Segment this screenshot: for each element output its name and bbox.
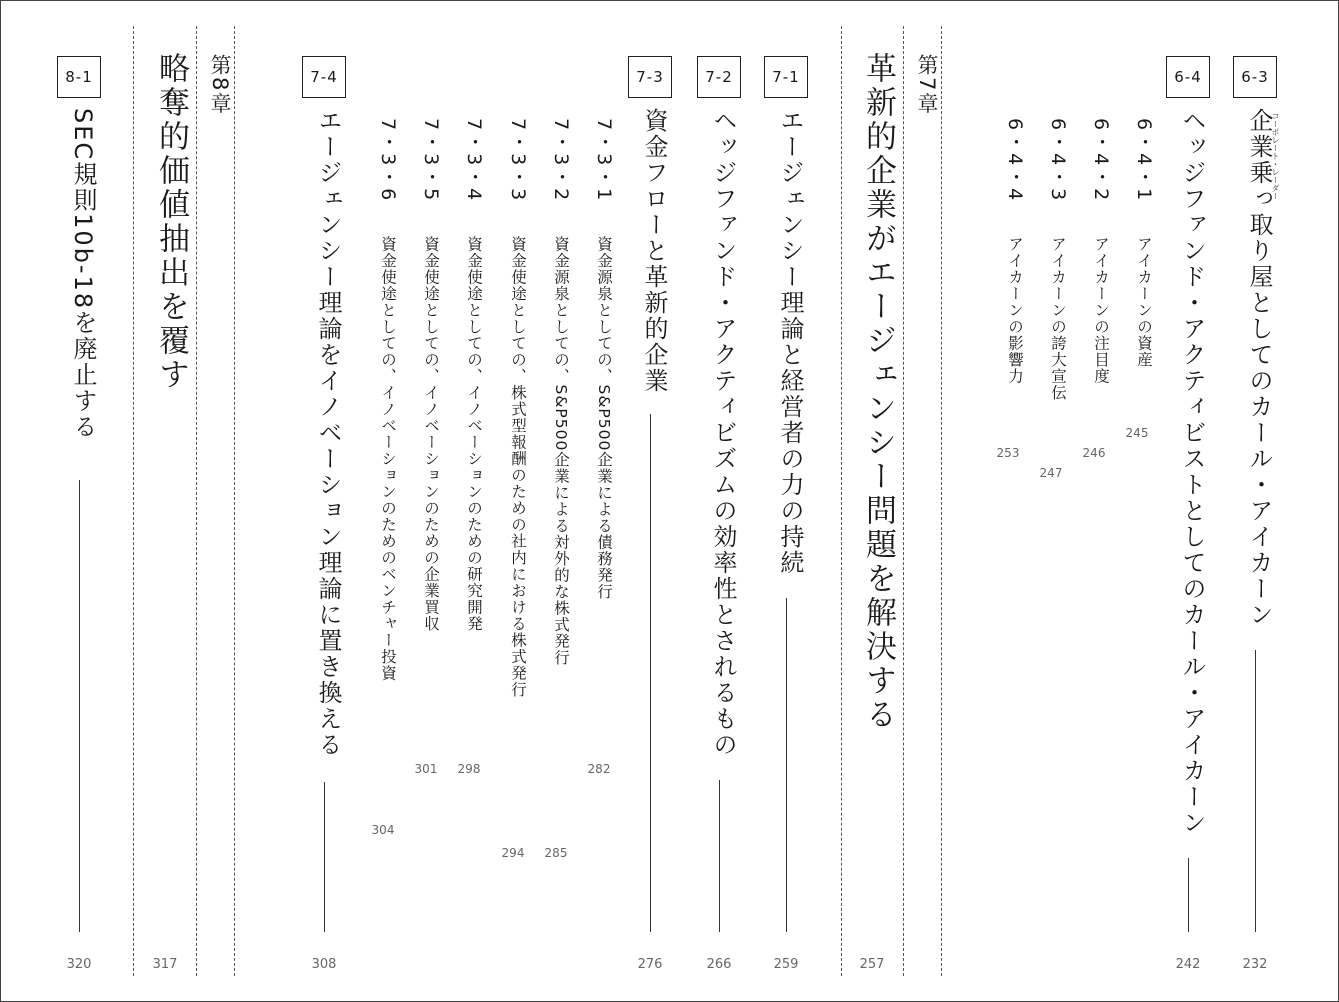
subsection-number-7-3-1: 7・3・1: [593, 118, 615, 203]
section-number-6-4: 6-4: [1166, 56, 1210, 98]
leader-line-7-1: [786, 598, 787, 932]
ruby-corporate-raider: コーポレート・レーダー: [1271, 112, 1280, 200]
section-title-7-4: エージェンシー理論をイノベーション理論に置き換える: [314, 108, 342, 758]
section-number-7-4: 7-4: [302, 56, 346, 98]
leader-line-7-4: [324, 782, 325, 932]
page-number-6-4: 242: [1175, 957, 1201, 972]
subsection-title-7-3-5: 資金使途としての、イノベーションのための企業買収: [422, 236, 440, 632]
subsection-number-7-3-5: 7・3・5: [420, 118, 442, 203]
page-number-7-3-2: 285: [544, 846, 568, 860]
section-title-6-3: 企業乗っ取り屋としてのカール・アイカーン: [1245, 108, 1273, 628]
chapter-divider: [133, 26, 134, 976]
section-number-7-2: 7-2: [697, 56, 741, 98]
page-number-6-4-4: 253: [996, 446, 1020, 460]
chapter-7-label: 第7章: [915, 54, 939, 116]
page-number-7-3-3: 294: [501, 846, 525, 860]
subsection-number-7-3-2: 7・3・2: [550, 118, 572, 203]
section-title-7-3: 資金フローと革新的企業: [640, 108, 668, 394]
page-number-7-4: 308: [311, 957, 337, 972]
subsection-title-6-4-3: アイカーンの誇大宣伝: [1049, 236, 1067, 401]
leader-line-6-3: [1255, 650, 1256, 932]
page-number-6-4-2: 246: [1082, 446, 1106, 460]
subsection-title-7-3-6: 資金使途としての、イノベーションのためのベンチャー投資: [379, 236, 397, 682]
subsection-number-6-4-2: 6・4・2: [1090, 118, 1112, 203]
subsection-number-7-3-3: 7・3・3: [507, 118, 529, 203]
page-number-6-4-3: 247: [1039, 466, 1063, 480]
subsection-title-6-4-1: アイカーンの資産: [1135, 236, 1153, 368]
page-number-7-3-6: 304: [371, 823, 395, 837]
subsection-title-7-3-4: 資金使途としての、イノベーションのための研究開発: [465, 236, 483, 632]
page-number-chapter-7: 257: [859, 957, 885, 972]
subsection-number-6-4-4: 6・4・4: [1004, 118, 1026, 203]
chapter-8-label: 第8章: [208, 54, 232, 116]
page-number-7-3: 276: [637, 957, 663, 972]
chapter-divider: [196, 26, 197, 976]
section-number-7-3: 7-3: [628, 56, 672, 98]
chapter-divider: [941, 26, 942, 976]
leader-line-7-2: [719, 780, 720, 932]
page-number-6-4-1: 245: [1125, 426, 1149, 440]
chapter-7-title: 革新的企業がエージェンシー問題を解決する: [860, 52, 896, 732]
page-number-chapter-8: 317: [152, 957, 178, 972]
section-number-6-3: 6-3: [1233, 56, 1277, 98]
page-number-8-1: 320: [66, 957, 92, 972]
section-title-7-1: エージェンシー理論と経営者の力の持続: [776, 108, 804, 576]
section-title-8-1: SEC規則10b‐18を廃止する: [69, 108, 97, 441]
chapter-divider: [234, 26, 235, 976]
page-number-7-2: 266: [706, 957, 732, 972]
subsection-number-6-4-1: 6・4・1: [1133, 118, 1155, 203]
subsection-title-7-3-2: 資金源泉としての、S&P500企業による対外的な株式発行: [552, 236, 570, 666]
subsection-number-6-4-3: 6・4・3: [1047, 118, 1069, 203]
subsection-number-7-3-6: 7・3・6: [377, 118, 399, 203]
subsection-title-7-3-3: 資金使途としての、株式型報酬のための社内における株式発行: [509, 236, 527, 698]
section-number-8-1: 8-1: [57, 56, 101, 98]
page-number-7-3-4: 298: [457, 762, 481, 776]
section-title-6-4: ヘッジファンド・アクティビストとしてのカール・アイカーン: [1178, 108, 1206, 836]
page-number-6-3: 232: [1242, 957, 1268, 972]
leader-line-6-4: [1188, 858, 1189, 932]
leader-line-8-1: [79, 480, 80, 932]
chapter-8-title: 略奪的価値抽出を覆す: [153, 52, 189, 392]
subsection-title-6-4-4: アイカーンの影響力: [1006, 236, 1024, 385]
section-title-7-2: ヘッジファンド・アクティビズムの効率性とされるもの: [709, 108, 737, 758]
section-number-7-1: 7-1: [764, 56, 808, 98]
chapter-divider: [841, 26, 842, 976]
page-number-7-1: 259: [773, 957, 799, 972]
subsection-title-7-3-1: 資金源泉としての、S&P500企業による債務発行: [595, 236, 613, 600]
page-number-7-3-5: 301: [414, 762, 438, 776]
subsection-number-7-3-4: 7・3・4: [463, 118, 485, 203]
page-number-7-3-1: 282: [587, 762, 611, 776]
leader-line-7-3: [650, 414, 651, 932]
subsection-title-6-4-2: アイカーンの注目度: [1092, 236, 1110, 385]
chapter-divider: [903, 26, 904, 976]
